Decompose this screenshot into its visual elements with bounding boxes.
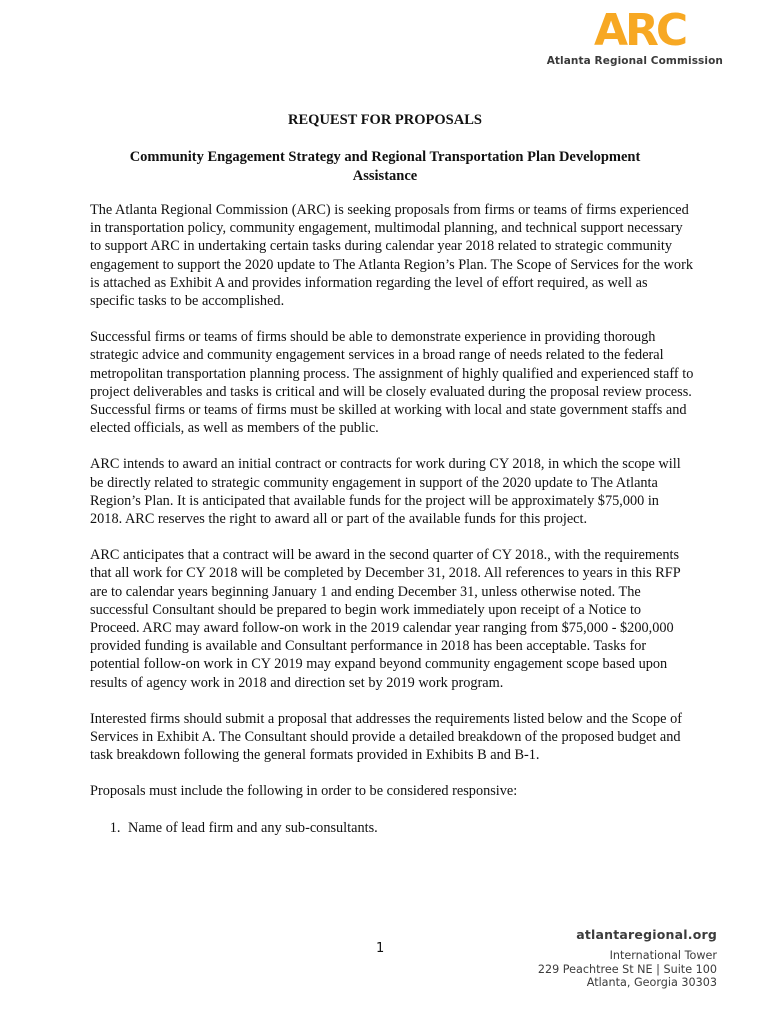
footer-contact [538,927,717,990]
arc-logo [594,4,694,48]
address-line: 229 Peachtree St NE | Suite 100 [537,962,717,976]
paragraph: The Atlanta Regional Commission (ARC) is seeking proposals from firms or teams of firms experienced in transportation policy, community engagement, multimodal planning, and technical support necessary to support ARC in undertaking certain tasks during calendar year 2018 related to strategic community engagement to support the 2020 update to The Atlanta Region’s Plan. The Scope of Services for the work is attached as Exhibit A and provides information regarding the level of effort required, as well as specific tasks to be accomplished. [90,202,693,310]
paragraph: ARC intends to award an initial contract or contracts for work during CY 2018, in which the scope will be directly related to strategic community engagement in support of the 2020 update to The Atlanta Region’s Plan. It is anticipated that available funds for the project will be approximately $75,000 in 2018. ARC reserves the right to award all or part of the available funds for this project. [90,456,681,528]
paragraph: ARC anticipates that a contract will be award in the second quarter of CY 2018., with the requirements that all work for CY 2018 will be completed by December 31, 2018. All references to years in this RFP are to calendar years beginning January 1 and ending December 31, unless otherwise noted. The successful Consultant should be prepared to begin work immediately upon receipt of a Notice to Proceed. ARC may award follow-on work in the 2019 calendar year ranging from $75,000 - $200,000 provided funding is available and Consultant performance in 2018 has been acceptable. Tasks for potential follow-on work in CY 2019 may expand beyond community engagement scope based upon results of agency work in 2018 and direction set by 2019 work program. [90,547,681,691]
address-line: International Tower [609,949,717,962]
page-subtitle: Community Engagement Strategy and Regional Transportation Plan Development Assistance [129,149,641,184]
page-number: 1 [376,941,385,956]
requirements-list [90,819,694,837]
page-title: REQUEST FOR PROPOSALS [288,112,482,128]
address-line: Atlanta, Georgia 30303 [586,976,717,989]
org-name: Atlanta Regional Commission [546,55,723,67]
paragraph: Successful firms or teams of firms should be able to demonstrate experience in providing thorough strategic advice and community engagement services in a broad range of needs related to the federal metropolitan transportation planning process. The assignment of highly qualified and experienced staff to project deliverables and tasks is critical and will be closely evaluated during the proposal review process. Successful firms or teams of firms must be skilled at working with local and state government staffs and elected officials, as well as members of the public. [90,329,694,437]
paragraph: Interested firms should submit a proposal that addresses the requirements listed below and the Scope of Services in Exhibit A. The Consultant should provide a detailed breakdown of the proposed budget and task breakdown following the general formats provided in Exhibits B and B-1. [90,710,682,764]
website-link[interactable]: atlantaregional.org [576,927,717,942]
document-body [90,201,694,837]
arc-logo-text: ARC [594,5,686,48]
list-item: 1. Name of lead firm and any sub-consultants. [124,819,694,837]
paragraph: Proposals must include the following in order to be considered responsive: [90,783,518,800]
